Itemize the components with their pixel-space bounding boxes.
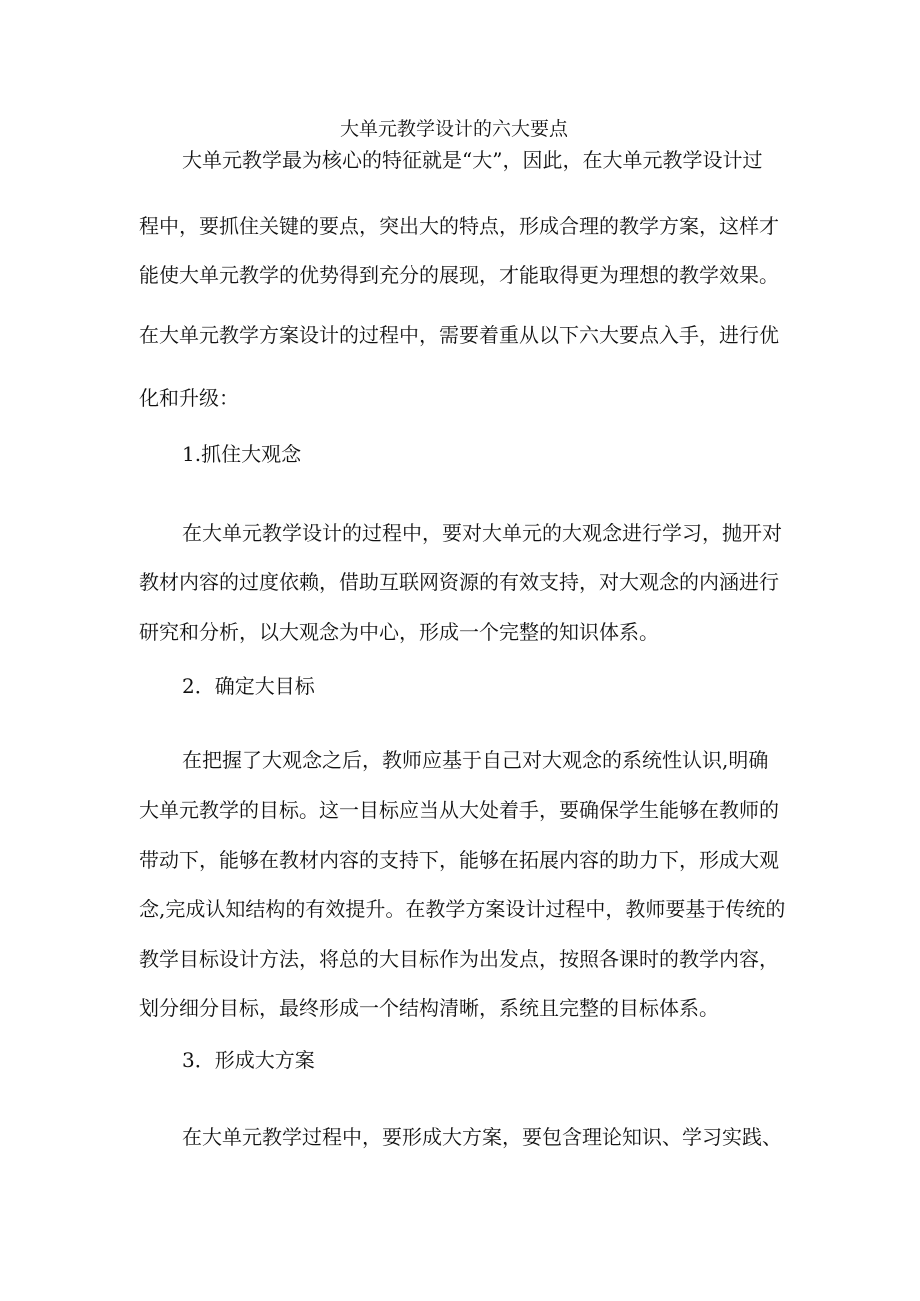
intro-line-3: 能使大单元教学的优势得到充分的展现，才能取得更为理想的教学效果。 (139, 263, 779, 287)
section-3-heading: 3．形成大方案 (182, 1048, 315, 1072)
section-2-heading: 2．确定大目标 (182, 674, 315, 698)
section-2-line-6: 划分细分目标，最终形成一个结构清晰，系统且完整的目标体系。 (139, 996, 719, 1020)
section-2-line-2: 大单元教学的目标。这一目标应当从大处着手，要确保学生能够在教师的 (139, 798, 779, 822)
section-1-line-1: 在大单元教学设计的过程中，要对大单元的大观念进行学习，抛开对 (182, 521, 782, 545)
intro-line-5: 化和升级： (139, 386, 239, 410)
section-1-line-3: 研究和分析，以大观念为中心，形成一个完整的知识体系。 (139, 620, 659, 644)
document-title: 大单元教学设计的六大要点 (340, 118, 569, 140)
section-2-line-1: 在把握了大观念之后，教师应基于自己对大观念的系统性认识,明确 (182, 748, 769, 772)
section-2-line-3: 带动下，能够在教材内容的支持下，能够在拓展内容的助力下，形成大观 (139, 848, 779, 872)
intro-line-1: 大单元教学最为核心的特征就是“大”，因此，在大单元教学设计过 (182, 148, 763, 172)
section-1-heading: 1.抓住大观念 (182, 442, 302, 466)
intro-line-4: 在大单元教学方案设计的过程中，需要着重从以下六大要点入手，进行优 (139, 323, 779, 347)
intro-line-2: 程中，要抓住关键的要点，突出大的特点，形成合理的教学方案，这样才 (139, 214, 779, 238)
section-2-line-5: 教学目标设计方法，将总的大目标作为出发点，按照各课时的教学内容， (139, 947, 779, 971)
section-2-line-4: 念,完成认知结构的有效提升。在教学方案设计过程中，教师要基于传统的 (139, 897, 786, 921)
section-1-line-2: 教材内容的过度依赖，借助互联网资源的有效支持，对大观念的内涵进行 (139, 570, 779, 594)
section-3-line-1: 在大单元教学过程中，要形成大方案，要包含理论知识、学习实践、 (182, 1125, 782, 1149)
